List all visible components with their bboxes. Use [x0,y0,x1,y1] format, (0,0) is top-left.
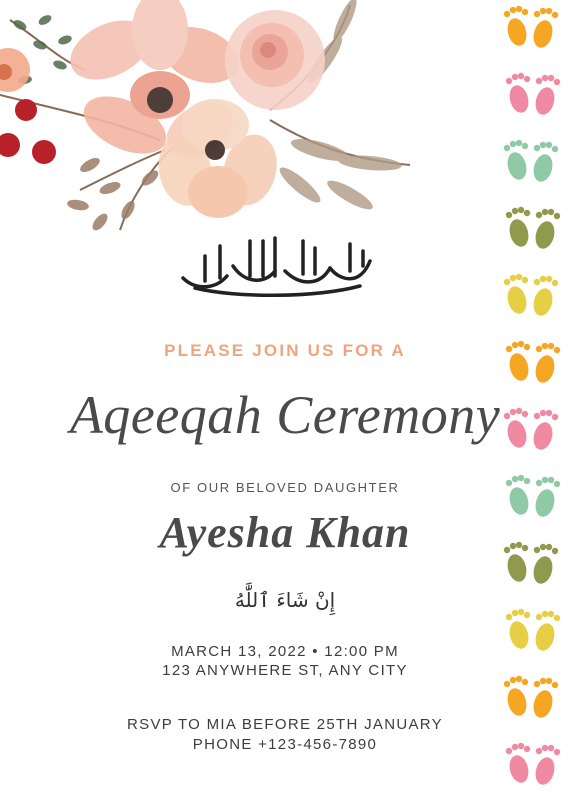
ceremony-title: Aqeeqah Ceremony [69,385,501,445]
baby-feet-icon [499,538,563,592]
baby-feet-icon [501,337,565,391]
baby-feet-icon [501,471,565,525]
baby-feet-icon [499,270,563,324]
baby-feet-column [495,0,570,798]
baby-feet-icon [501,69,565,123]
inshallah-text: إِنْ شَاءَ ٱللَّٰهُ [234,588,336,612]
baby-feet-icon [501,739,565,793]
rsvp-info: RSVP TO MIA BEFORE 25TH JANUARY [127,716,443,733]
subtitle-line: OF OUR BELOVED DAUGHTER [170,480,400,495]
baby-feet-icon [499,672,563,726]
calligraphy-icon [175,226,375,306]
event-date-time: MARCH 13, 2022 • 12:00 PM [171,643,399,660]
child-name: Ayesha Khan [159,508,411,557]
bismillah-calligraphy [175,226,375,306]
invite-line: PLEASE JOIN US FOR A [164,341,406,360]
rsvp-phone: PHONE +123-456-7890 [192,736,378,753]
baby-feet-icon [499,2,563,56]
baby-feet-icon [499,404,563,458]
baby-feet-icon [501,605,565,659]
event-address: 123 ANYWHERE ST, ANY CITY [162,662,408,679]
baby-feet-icon [501,203,565,257]
baby-feet-icon [499,136,563,190]
watercolor-flowers-icon [0,0,420,240]
